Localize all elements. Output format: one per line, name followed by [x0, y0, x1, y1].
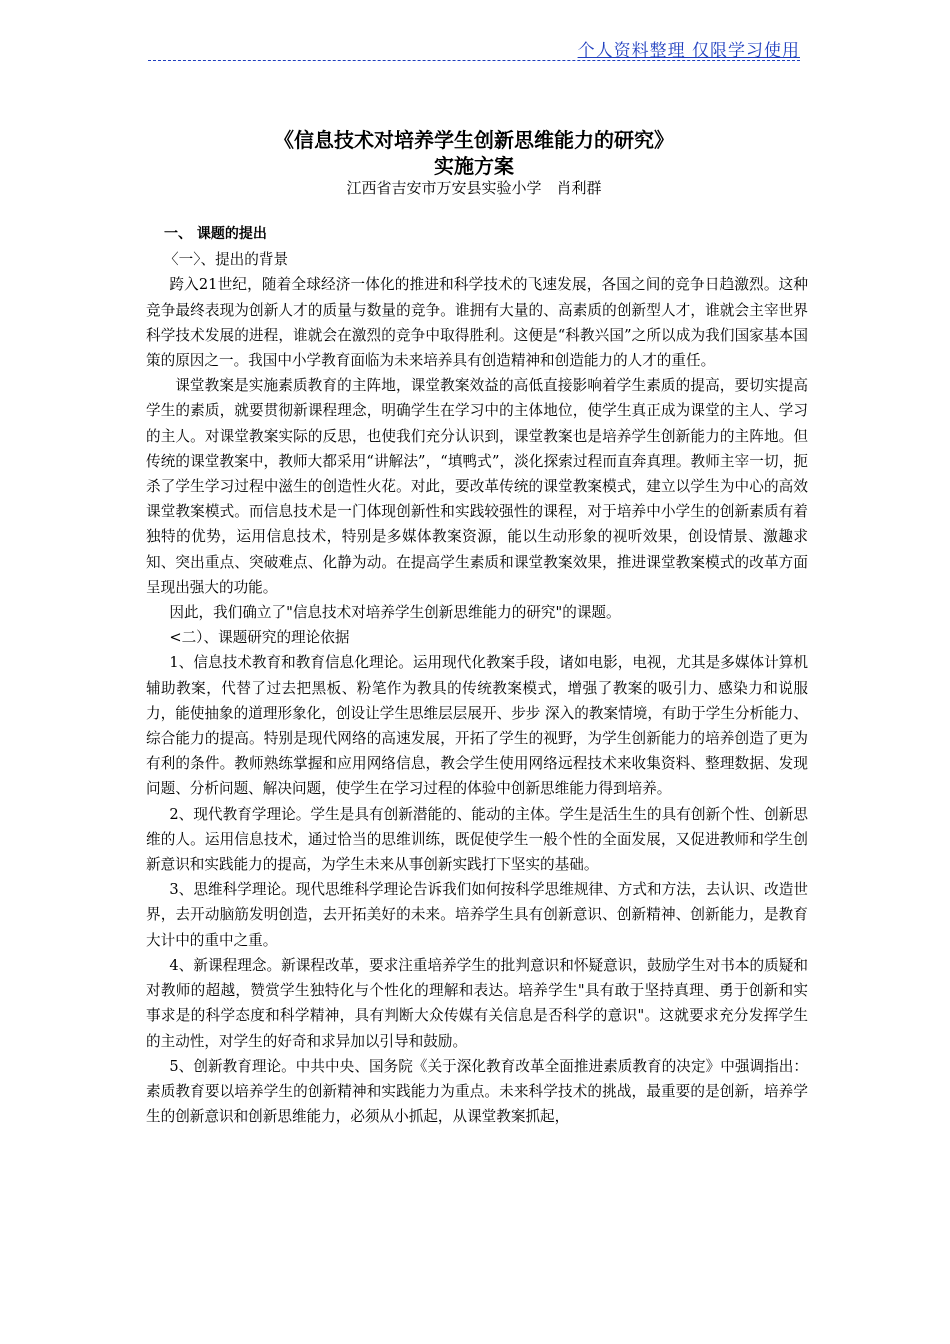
document-subtitle: 实施方案: [434, 154, 514, 178]
subsection-heading: <二）、课题研究的理论依据: [169, 629, 350, 647]
paragraph: 5、创新教育理论。中共中央、国务院《关于深化教育改革全面推进素质教育的决定》中强调指出：素质教育要以培养学生的创新精神和实践能力为重点。未来科学技术的挑战，最重要的是创新，培养学生的创新意识和创新思维能力，必须从小抓起，从课堂教案抓起，: [146, 1057, 808, 1126]
subsection-heading: 〈一〉、提出的背景: [164, 251, 289, 269]
header-text: 个人资料整理 仅限学习使用: [577, 41, 800, 61]
author-line: 江西省吉安市万安县实验小学 肖利群: [346, 179, 602, 197]
paragraph: 因此，我们确立了"信息技术对培养学生创新思维能力的研究"的课题。: [169, 604, 621, 622]
paragraph: 3、思维科学理论。现代思维科学理论告诉我们如何按科学思维规律、方式和方法，去认识、改造世界，去开动脑筋发明创造，去开拓美好的未来。培养学生具有创新意识、创新精神、创新能力，是教育大计中的重中之重。: [146, 881, 808, 949]
paragraph: 1、信息技术教育和教育信息化理论。运用现代化教案手段，诸如电影，电视，尤其是多媒体计算机辅助教案，代替了过去把黑板、粉笔作为教具的传统教案模式，增强了教案的吸引力、感染力和说服力，能使抽象的道理形象化，创设让学生思维层层展开、步步 深入的教案情境，有助于学生分析能力、综合能力的提高。特别是现代网络的高速发展，开拓了学生的视野，为学生创新能力的培养创造了更为有利的条件。教师熟练掌握和应用网络信息，教会学生使用网络远程技术来收集资料、整理数据、发现问题、分析问题、解决问题，使学生在学习过程的体验中创新思维能力得到培养。: [146, 654, 808, 798]
paragraph: 课堂教案是实施素质教育的主阵地，课堂教案效益的高低直接影响着学生素质的提高，要切实提高学生的素质，就要贯彻新课程理念，明确学生在学习中的主体地位，使学生真正成为课堂的主人、学习的主人。对课堂教案实际的反思，也使我们充分认识到，课堂教案也是培养学生创新能力的主阵地。但传统的课堂教案中，教师大都采用“讲解法”，“填鸭式”，淡化探索过程而直奔真理。教师主宰一切，扼杀了学生学习过程中滋生的创造性火花。对此，要改革传统的课堂教案模式，建立以学生为中心的高效课堂教案模式。而信息技术是一门体现创新性和实践较强性的课程，对于培养中小学生的创新素质有着独特的优势，运用信息技术，特别是多媒体教案资源，能以生动形象的视听效果，创设情景、激趣求知、突出重点、突破难点、化静为动。在提高学生素质和课堂教案效果，推进课堂教案模式的改革方面呈现出强大的功能。: [146, 377, 808, 596]
section-heading: 一、 课题的提出: [164, 226, 267, 242]
paragraph: 2、现代教育学理论。学生是具有创新潜能的、能动的主体。学生是活生生的具有创新个性、创新思维的人。运用信息技术，通过恰当的思维训练，既促使学生一般个性的全面发展，又促进教师和学生创新意识和实践能力的提高，为学生未来从事创新实践打下坚实的基础。: [146, 805, 808, 874]
document-title: 《信息技术对培养学生创新思维能力的研究》: [274, 128, 674, 152]
document-body: [146, 222, 808, 1129]
paragraph: 跨入21世纪，随着全球经济一体化的推进和科学技术的飞速发展，各国之间的竞争日趋激烈。这种竞争最终表现为创新人才的质量与数量的竞争。谁拥有大量的、高素质的创新型人才，谁就会主宰世界科学技术发展的进程，谁就会在激烈的竞争中取得胜利。这便是“科教兴国”之所以成为我们国家基本国策的原因之一。我国中小学教育面临为未来培养具有创造精神和创造能力的人才的重任。: [146, 276, 808, 370]
paragraph: 4、新课程理念。新课程改革，要求注重培养学生的批判意识和怀疑意识，鼓励学生对书本的质疑和对教师的超越，赞赏学生独特化与个性化的理解和表达。培养学生"具有敢于坚持真理、勇于创新和实事求是的科学态度和科学精神，具有判断大众传媒有关信息是否科学的意识"。这就要求充分发挥学生的主动性，对学生的好奇和求异加以引导和鼓励。: [146, 956, 808, 1050]
page-header: [148, 36, 800, 61]
